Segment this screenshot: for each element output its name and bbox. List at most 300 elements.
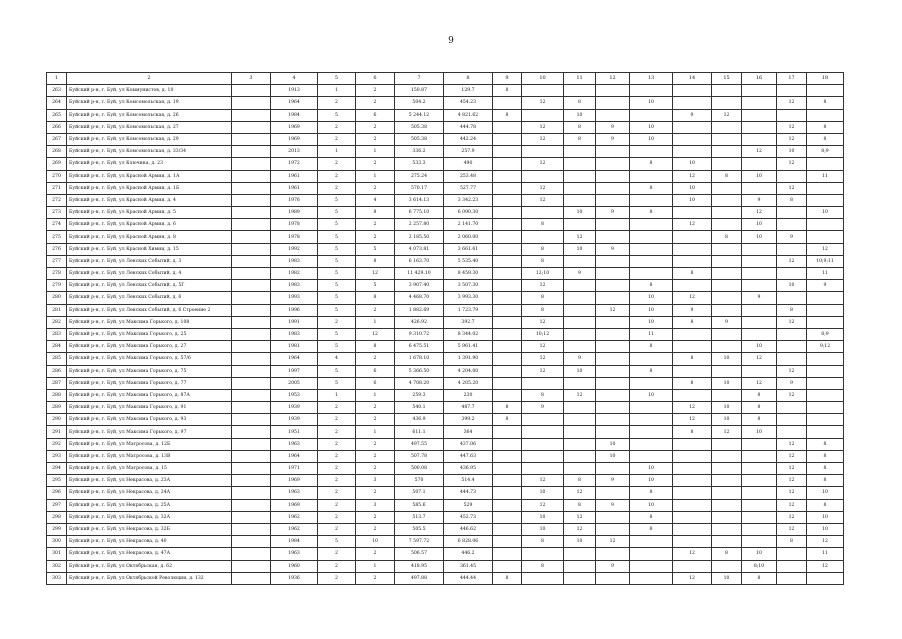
table-cell: 12: [777, 487, 807, 499]
table-row: [47, 511, 844, 523]
table-cell: [807, 292, 844, 304]
table-cell: 10: [564, 536, 596, 548]
table-cell: 10: [807, 487, 844, 499]
table-cell: 12: [673, 402, 712, 414]
table-cell: 12: [522, 499, 564, 511]
table-cell: [742, 499, 777, 511]
table-cell: 2: [356, 353, 395, 365]
table-cell: [493, 475, 522, 487]
column-header: 18: [807, 73, 844, 85]
table-row: [47, 499, 844, 511]
table-cell: 447.63: [444, 450, 493, 462]
table-cell: 12: [742, 146, 777, 158]
table-cell: 5: [318, 109, 356, 121]
table-cell: 2 141.70: [444, 219, 493, 231]
table-cell: 8: [522, 304, 564, 316]
table-cell: 5: [318, 231, 356, 243]
table-cell: 3 907.40: [395, 280, 444, 292]
table-cell: 10: [564, 109, 596, 121]
table-cell: [777, 548, 807, 560]
table-cell: 1969: [271, 475, 318, 487]
table-cell: [493, 548, 522, 560]
table-cell: 1963: [271, 438, 318, 450]
table-cell: 10: [742, 219, 777, 231]
table-cell: [630, 255, 673, 267]
table-cell: 9: [673, 304, 712, 316]
table-cell: 8: [742, 402, 777, 414]
table-cell: 2: [356, 219, 395, 231]
address-cell: Буйский р-н, г. Буй, ул Ленских Событий, д. 6: [67, 292, 232, 304]
table-cell: 4: [318, 353, 356, 365]
table-cell: 10: [742, 231, 777, 243]
table-cell: 10: [596, 450, 630, 462]
table-cell: 5 961.41: [444, 341, 493, 353]
table-cell: 8: [564, 121, 596, 133]
table-cell: [232, 487, 271, 499]
table-row: [47, 438, 844, 450]
table-cell: 10: [777, 146, 807, 158]
table-row: [47, 536, 844, 548]
table-cell: 527.77: [444, 182, 493, 194]
table-cell: [596, 426, 630, 438]
table-cell: 444.73: [444, 487, 493, 499]
page-number: 9: [448, 36, 454, 46]
table-cell: [630, 536, 673, 548]
table-row: [47, 255, 844, 267]
table-cell: 497.88: [395, 572, 444, 584]
table-cell: 11 429.10: [395, 268, 444, 280]
table-cell: [777, 353, 807, 365]
table-cell: 1989: [271, 207, 318, 219]
table-cell: 1 723.79: [444, 304, 493, 316]
table-cell: 12: [673, 548, 712, 560]
table-cell: [232, 97, 271, 109]
row-number-cell: 298: [47, 511, 67, 523]
column-header: 6: [356, 73, 395, 85]
table-cell: 9: [596, 560, 630, 572]
address-cell: Буйский р-н, г. Буй, ул Некрасова, д. 23А: [67, 475, 232, 487]
table-cell: [493, 499, 522, 511]
table-row: [47, 304, 844, 316]
table-cell: 10: [712, 377, 742, 389]
table-cell: 1936: [271, 572, 318, 584]
table-cell: 12: [712, 109, 742, 121]
table-cell: [493, 377, 522, 389]
row-number-cell: 287: [47, 377, 67, 389]
column-header: 13: [630, 73, 673, 85]
table-cell: [673, 146, 712, 158]
table-cell: [673, 341, 712, 353]
address-cell: Буйский р-н, г. Буй, ул Некрасова, д. 25А: [67, 499, 232, 511]
table-cell: [232, 207, 271, 219]
table-cell: 10: [564, 207, 596, 219]
table-cell: [493, 97, 522, 109]
address-cell: Буйский р-н, г. Буй, ул Некрасова, д. 47А: [67, 548, 232, 560]
table-cell: [564, 463, 596, 475]
table-cell: [742, 255, 777, 267]
table-cell: 1: [356, 389, 395, 401]
row-number-cell: 282: [47, 316, 67, 328]
row-number-cell: 296: [47, 487, 67, 499]
table-cell: [630, 219, 673, 231]
table-cell: 1964: [271, 97, 318, 109]
table-cell: 12: [522, 121, 564, 133]
table-cell: [596, 316, 630, 328]
table-cell: [596, 353, 630, 365]
table-cell: 8 459.30: [444, 268, 493, 280]
table-cell: 8: [522, 219, 564, 231]
table-row: [47, 389, 844, 401]
table-cell: [493, 243, 522, 255]
table-cell: [712, 85, 742, 97]
table-cell: [777, 170, 807, 182]
table-cell: [232, 414, 271, 426]
table-cell: 9: [807, 280, 844, 292]
row-number-cell: 266: [47, 121, 67, 133]
table-cell: 12: [742, 377, 777, 389]
table-cell: [493, 328, 522, 340]
table-cell: 12: [777, 121, 807, 133]
table-cell: 507.78: [395, 450, 444, 462]
row-number-cell: 285: [47, 353, 67, 365]
table-row: [47, 109, 844, 121]
table-cell: 1963: [271, 548, 318, 560]
table-cell: 1991: [271, 316, 318, 328]
table-cell: 4 708.20: [395, 377, 444, 389]
table-row: [47, 316, 844, 328]
table-cell: 1 678.10: [395, 353, 444, 365]
table-cell: 9: [777, 231, 807, 243]
table-cell: 12: [777, 499, 807, 511]
table-row: [47, 219, 844, 231]
table-cell: 12: [777, 158, 807, 170]
address-cell: Буйский р-н, г. Буй, ул Матросова, д. 13В: [67, 450, 232, 462]
table-cell: 4 204.00: [444, 365, 493, 377]
table-cell: 12: [807, 536, 844, 548]
table-cell: 10: [673, 194, 712, 206]
table-cell: 12: [777, 463, 807, 475]
table-cell: [630, 572, 673, 584]
table-cell: 8: [356, 207, 395, 219]
table-cell: [493, 268, 522, 280]
column-header: 14: [673, 73, 712, 85]
table-cell: 1972: [271, 158, 318, 170]
address-cell: Буйский р-н, г. Буй, ул Комсомольская, д. 29: [67, 133, 232, 145]
table-row: [47, 231, 844, 243]
table-cell: 1 391.90: [444, 353, 493, 365]
table-cell: [232, 438, 271, 450]
table-cell: 9: [742, 194, 777, 206]
table-cell: 2: [318, 463, 356, 475]
table-cell: [596, 377, 630, 389]
table-cell: [777, 85, 807, 97]
table-cell: [807, 194, 844, 206]
table-cell: 10;12: [522, 328, 564, 340]
table-cell: [232, 133, 271, 145]
table-cell: [596, 268, 630, 280]
table-cell: [742, 243, 777, 255]
table-cell: [522, 414, 564, 426]
table-cell: [673, 85, 712, 97]
table-cell: [712, 158, 742, 170]
table-cell: 10: [630, 316, 673, 328]
table-cell: [712, 97, 742, 109]
table-cell: 2: [318, 450, 356, 462]
table-cell: 12: [742, 207, 777, 219]
address-cell: Буйский р-н, г. Буй, ул Максима Горького, д. 91: [67, 402, 232, 414]
column-header: 9: [493, 73, 522, 85]
table-cell: [596, 328, 630, 340]
row-number-cell: 300: [47, 536, 67, 548]
table-cell: [712, 463, 742, 475]
table-cell: 7 597.72: [395, 536, 444, 548]
table-cell: 6 090.30: [444, 207, 493, 219]
table-cell: 8: [493, 414, 522, 426]
table-cell: 487.7: [444, 402, 493, 414]
table-cell: 12: [522, 133, 564, 145]
table-cell: 8: [630, 487, 673, 499]
row-number-cell: 294: [47, 463, 67, 475]
table-cell: [630, 146, 673, 158]
table-cell: 3: [356, 499, 395, 511]
table-cell: 1: [318, 146, 356, 158]
table-row: [47, 548, 844, 560]
row-number-cell: 272: [47, 194, 67, 206]
table-cell: [522, 548, 564, 560]
table-cell: 12: [712, 426, 742, 438]
table-cell: [777, 572, 807, 584]
row-number-cell: 283: [47, 328, 67, 340]
table-cell: [232, 231, 271, 243]
table-cell: [673, 365, 712, 377]
table-cell: 10: [712, 353, 742, 365]
table-cell: 2: [318, 121, 356, 133]
table-cell: 10: [630, 389, 673, 401]
table-cell: 5: [318, 304, 356, 316]
table-cell: [232, 426, 271, 438]
table-cell: 1976: [271, 194, 318, 206]
table-cell: 1: [356, 560, 395, 572]
table-cell: 150.87: [395, 85, 444, 97]
table-cell: 2 185.50: [395, 231, 444, 243]
table-row: [47, 207, 844, 219]
table-cell: 490: [444, 158, 493, 170]
table-cell: 8: [630, 158, 673, 170]
address-cell: Буйский р-н, г. Буй, ул Коммунистов, д. 10: [67, 85, 232, 97]
column-header: 5: [318, 73, 356, 85]
table-cell: 8: [807, 475, 844, 487]
table-cell: [673, 560, 712, 572]
table-cell: 9 310.72: [395, 328, 444, 340]
table-cell: [807, 353, 844, 365]
table-cell: [232, 450, 271, 462]
table-cell: 2: [318, 402, 356, 414]
table-cell: 514.4: [444, 475, 493, 487]
table-cell: [232, 523, 271, 535]
address-cell: Буйский р-н, г. Буй, ул Красной Армии, д. 1А: [67, 170, 232, 182]
table-row: [47, 487, 844, 499]
table-cell: 3 342.23: [444, 194, 493, 206]
table-body: [47, 73, 844, 585]
address-cell: Буйский р-н, г. Буй, ул Ленских Событий, д. 6 Строение 2: [67, 304, 232, 316]
table-cell: 3 614.13: [395, 194, 444, 206]
table-cell: 1913: [271, 85, 318, 97]
table-cell: [673, 280, 712, 292]
table-cell: [712, 450, 742, 462]
table-cell: 505.5: [395, 523, 444, 535]
table-row: [47, 280, 844, 292]
row-number-cell: 277: [47, 255, 67, 267]
table-cell: 8: [493, 109, 522, 121]
table-cell: [493, 426, 522, 438]
table-cell: [493, 316, 522, 328]
table-cell: 8: [493, 85, 522, 97]
table-cell: 9: [673, 109, 712, 121]
table-cell: [596, 292, 630, 304]
table-cell: 8: [564, 499, 596, 511]
table-cell: [232, 572, 271, 584]
table-cell: 2013: [271, 146, 318, 158]
table-cell: 10: [630, 121, 673, 133]
table-cell: [493, 182, 522, 194]
table-cell: 12: [777, 450, 807, 462]
table-cell: 1978: [271, 219, 318, 231]
address-cell: Буйский р-н, г. Буй, ул Красной Армии, д. 5: [67, 207, 232, 219]
table-cell: 12: [777, 475, 807, 487]
table-cell: [232, 511, 271, 523]
table-cell: [232, 499, 271, 511]
table-cell: [493, 365, 522, 377]
table-row: [47, 377, 844, 389]
table-cell: [564, 548, 596, 560]
table-cell: 8: [777, 304, 807, 316]
table-cell: 2 060.00: [444, 231, 493, 243]
address-cell: Буйский р-н, г. Буй, ул Максима Горького, д. 27: [67, 341, 232, 353]
table-cell: [232, 255, 271, 267]
table-cell: 1971: [271, 463, 318, 475]
table-cell: 10: [630, 463, 673, 475]
table-cell: 2: [318, 158, 356, 170]
table-cell: [630, 402, 673, 414]
table-cell: 8: [630, 523, 673, 535]
table-cell: [673, 133, 712, 145]
table-cell: [673, 511, 712, 523]
table-cell: 8: [522, 243, 564, 255]
table-cell: 10: [712, 402, 742, 414]
column-header: 8: [444, 73, 493, 85]
row-number-cell: 299: [47, 523, 67, 535]
table-row: [47, 560, 844, 572]
table-row: [47, 182, 844, 194]
table-cell: [493, 487, 522, 499]
row-number-cell: 275: [47, 231, 67, 243]
table-cell: [232, 158, 271, 170]
table-cell: 9: [712, 316, 742, 328]
table-cell: 12: [777, 97, 807, 109]
table-cell: 6 775.10: [395, 207, 444, 219]
table-row: [47, 572, 844, 584]
table-cell: [564, 426, 596, 438]
table-row: [47, 194, 844, 206]
table-cell: 1983: [271, 255, 318, 267]
table-cell: 12: [596, 536, 630, 548]
table-cell: 10: [742, 341, 777, 353]
table-cell: [807, 109, 844, 121]
table-cell: [712, 304, 742, 316]
table-cell: [232, 353, 271, 365]
table-cell: 3: [356, 475, 395, 487]
address-cell: Буйский р-н, г. Буй, ул Матросова, д. 12Б: [67, 438, 232, 450]
table-cell: 10: [564, 365, 596, 377]
table-cell: 8: [522, 255, 564, 267]
table-cell: 2: [318, 438, 356, 450]
table-row: [47, 97, 844, 109]
table-row: [47, 341, 844, 353]
table-cell: 12: [356, 328, 395, 340]
table-cell: [807, 219, 844, 231]
table-cell: [673, 487, 712, 499]
table-cell: 8: [807, 133, 844, 145]
table-row: [47, 85, 844, 97]
table-cell: [807, 426, 844, 438]
table-cell: [742, 463, 777, 475]
table-cell: 10: [807, 523, 844, 535]
table-cell: [712, 146, 742, 158]
table-cell: [596, 255, 630, 267]
row-number-cell: 267: [47, 133, 67, 145]
table-cell: [630, 450, 673, 462]
table-cell: 1984: [271, 536, 318, 548]
table-cell: 2: [318, 414, 356, 426]
table-cell: [712, 560, 742, 572]
row-number-cell: 288: [47, 389, 67, 401]
table-cell: [630, 414, 673, 426]
table-cell: 8: [522, 536, 564, 548]
table-cell: [522, 109, 564, 121]
table-cell: 9: [564, 268, 596, 280]
table-cell: 8: [630, 511, 673, 523]
table-cell: [564, 255, 596, 267]
table-cell: 10: [564, 243, 596, 255]
table-cell: 10;9;11: [807, 255, 844, 267]
table-cell: [596, 146, 630, 158]
table-cell: [596, 109, 630, 121]
table-cell: 336.2: [395, 146, 444, 158]
table-cell: 8: [807, 121, 844, 133]
column-header: 7: [395, 73, 444, 85]
table-cell: 2: [356, 511, 395, 523]
table-cell: [630, 109, 673, 121]
address-cell: Буйский р-н, г. Буй, ул Некрасова, д. 32Б: [67, 523, 232, 535]
table-cell: [564, 572, 596, 584]
table-cell: 8: [630, 341, 673, 353]
table-cell: [742, 121, 777, 133]
table-cell: [712, 292, 742, 304]
table-cell: 10: [630, 292, 673, 304]
table-cell: 1993: [271, 292, 318, 304]
table-cell: 1983: [271, 328, 318, 340]
table-cell: 10: [742, 170, 777, 182]
table-cell: [630, 353, 673, 365]
table-cell: 12: [777, 438, 807, 450]
table-cell: 392.7: [444, 316, 493, 328]
table-cell: 1969: [271, 133, 318, 145]
table-cell: 529: [444, 499, 493, 511]
table-cell: [596, 572, 630, 584]
table-cell: 12: [777, 133, 807, 145]
table-cell: 2: [356, 572, 395, 584]
table-cell: 12: [777, 511, 807, 523]
